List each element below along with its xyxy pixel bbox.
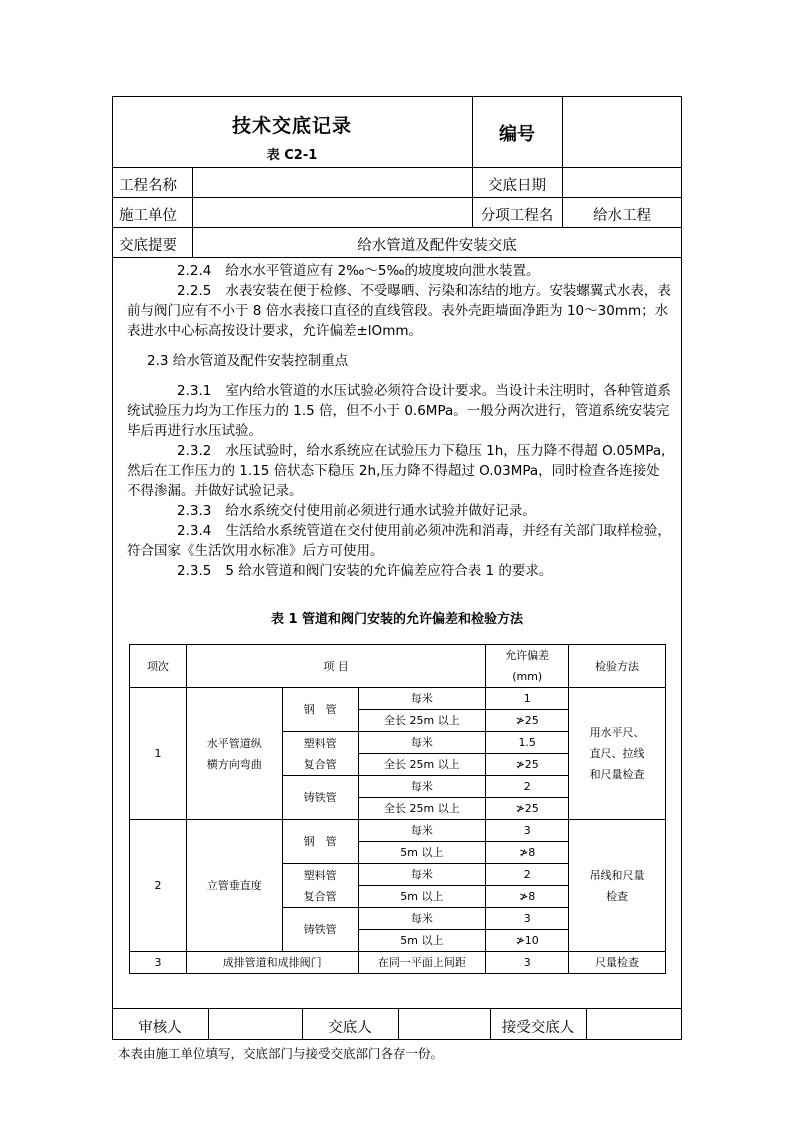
reviewer-label: 审核人 [138, 1020, 182, 1036]
paragraph-2-3-4 [127, 521, 671, 561]
number-label: 编号 [499, 124, 535, 145]
table-header-row [130, 645, 666, 688]
form-code: 表 C2-1 [266, 148, 318, 163]
cell-pipe-type: 铸铁管 [282, 776, 358, 820]
cell-pipe-type [282, 864, 358, 908]
table-row [130, 688, 666, 710]
cell-pipe-type [282, 732, 358, 776]
cell-condition: 在同一平面上间距 [358, 952, 486, 974]
cell-method [569, 688, 666, 820]
cell-condition: 5m 以上 [358, 886, 486, 908]
rule-row3-bottom [112, 257, 682, 258]
header-cell-no: 项次 [130, 645, 187, 688]
receiver-label: 接受交底人 [501, 1020, 575, 1036]
pipe-type-line: 塑料管 [303, 736, 337, 750]
cell-item: 成排管道和成排阀门 [186, 952, 358, 974]
cell-condition: 每米 [358, 688, 486, 710]
date-field[interactable] [563, 168, 681, 196]
header-tolerance-line1: 允许偏差 [505, 649, 550, 662]
cell-item [186, 688, 282, 820]
summary-label: 交底提要 [119, 238, 177, 254]
pipe-type-line: 复合管 [303, 757, 337, 771]
clause-number: 2.3.3 [177, 503, 212, 519]
clause-number: 2.3.1 [177, 383, 212, 399]
clause-text: 水压试验时，给水系统应在试验压力下稳压 1h，压力降不得超 O.05MPa,然后在工作压力的 1.15 倍状态下稳压 2h,压力降不得超过 O.03MPa，同时检查各连接处不得渗漏。并做好试验记录。 [127, 443, 666, 499]
summary-value: 给水管道及配件安装交底 [357, 238, 517, 254]
receiver-signature-field[interactable] [587, 1009, 681, 1039]
cell-tolerance: ≯8 [486, 886, 569, 908]
header-tolerance-line2: (mm) [512, 670, 543, 683]
method-line: 用水平尺、 [589, 726, 645, 739]
cell-tolerance: 1 [486, 688, 569, 710]
paragraph-2-3-3 [127, 501, 671, 521]
number-field[interactable] [563, 97, 681, 166]
cell-no: 3 [130, 952, 187, 974]
clause-number: 2.3.4 [177, 523, 212, 539]
rule-row2-bottom [112, 227, 682, 228]
cell-condition: 每米 [358, 864, 486, 886]
clause-text: 给水水平管道应有 2‰～5‰的坡度坡向泄水装置。 [225, 263, 540, 279]
clause-number: 2.3.5 [177, 563, 212, 579]
item-line: 水平管道纵 [206, 736, 262, 750]
item-line: 横方向弯曲 [206, 757, 262, 771]
clause-number: 2.3.2 [177, 443, 212, 459]
clause-text: 5 给水管道和阀门安装的允许偏差应符合表 1 的要求。 [225, 563, 553, 579]
clause-number: 2.2.4 [177, 263, 212, 279]
cell-tolerance: 3 [486, 908, 569, 930]
clause-text: 室内给水管道的水压试验必须符合设计要求。当设计未注明时，各种管道系统试验压力均为工作压力的 1.5 倍，但不小于 0.6MPa。一般分两次进行，管道系统安装完毕后再进行水压试验。 [127, 383, 671, 439]
cell-condition: 每米 [358, 820, 486, 842]
method-line: 吊线和尺量 [589, 868, 645, 882]
cell-condition: 5m 以上 [358, 842, 486, 864]
table-row [130, 820, 666, 842]
table-caption: 表 1 管道和阀门安装的允许偏差和检验方法 [270, 612, 524, 627]
cell-item: 立管垂直度 [186, 820, 282, 952]
presenter-signature-field[interactable] [399, 1009, 489, 1039]
method-line: 直尺、拉线 [589, 747, 645, 760]
cell-tolerance: ≯8 [486, 842, 569, 864]
cell-no: 1 [130, 688, 187, 820]
cell-tolerance: ≯25 [486, 754, 569, 776]
cell-pipe-type: 钢 管 [282, 688, 358, 732]
paragraph-2-3-2 [127, 441, 671, 501]
document-title: 技术交底记录 [231, 115, 352, 137]
header-cell-tolerance [486, 645, 569, 688]
cell-condition: 5m 以上 [358, 930, 486, 952]
section-heading: 2.3 给水管道及配件安装控制重点 [147, 353, 349, 369]
cell-tolerance: ≯25 [486, 710, 569, 732]
table-row [130, 952, 666, 974]
cell-pipe-type: 铸铁管 [282, 908, 358, 952]
construction-unit-label: 施工单位 [119, 208, 177, 224]
presenter-label: 交底人 [328, 1020, 372, 1036]
project-name-label: 工程名称 [119, 178, 177, 194]
construction-unit-field[interactable] [193, 198, 471, 226]
cell-tolerance: 2 [486, 864, 569, 886]
cell-tolerance: 1.5 [486, 732, 569, 754]
project-name-field[interactable] [193, 168, 471, 196]
cell-tolerance: 3 [486, 820, 569, 842]
cell-pipe-type: 钢 管 [282, 820, 358, 864]
date-label: 交底日期 [488, 178, 546, 194]
body-content [127, 261, 671, 581]
header-cell-method: 检验方法 [569, 645, 666, 688]
cell-tolerance: ≯10 [486, 930, 569, 952]
method-line: 和尺量检查 [589, 768, 645, 781]
cell-condition: 全长 25m 以上 [358, 754, 486, 776]
cell-condition: 全长 25m 以上 [358, 710, 486, 732]
reviewer-signature-field[interactable] [209, 1009, 301, 1039]
clause-text: 水表安装在便于检修、不受曝晒、污染和冻结的地方。安装螺翼式水表，表前与阀门应有不小于 8 倍水表接口直径的直线管段。表外壳距墙面净距为 10～30mm；水表进水中心标高按设计要求，允许偏差±lOmm。 [127, 283, 671, 339]
pipe-type-line: 复合管 [303, 889, 337, 903]
paragraph-2-2-5 [127, 281, 671, 341]
sub-project-label: 分项工程名 [480, 208, 554, 224]
cell-tolerance: 2 [486, 776, 569, 798]
paragraph-2-3-1 [127, 381, 671, 441]
cell-tolerance: ≯25 [486, 798, 569, 820]
cell-condition: 全长 25m 以上 [358, 798, 486, 820]
clause-number: 2.2.5 [177, 283, 212, 299]
cell-condition: 每米 [358, 776, 486, 798]
pipe-type-line: 塑料管 [303, 868, 337, 882]
method-line: 检查 [606, 889, 629, 903]
clause-text: 给水系统交付使用前必须进行通水试验并做好记录。 [225, 503, 536, 519]
sub-project-value: 给水工程 [593, 208, 651, 224]
paragraph-2-3-5 [127, 561, 671, 581]
cell-condition: 每米 [358, 908, 486, 930]
footnote: 本表由施工单位填写，交底部门与接受交底部门各存一份。 [118, 1046, 444, 1061]
cell-no: 2 [130, 820, 187, 952]
cell-method: 尺量检查 [569, 952, 666, 974]
tolerance-table [129, 644, 666, 974]
clause-text: 生活给水系统管道在交付使用前必须冲洗和消毒，并经有关部门取样检验，符合国家《生活饮用水标准》后方可使用。 [127, 523, 671, 559]
cell-condition: 每米 [358, 732, 486, 754]
header-cell-item: 项 目 [186, 645, 485, 688]
cell-tolerance: 3 [486, 952, 569, 974]
cell-method [569, 820, 666, 952]
paragraph-2-2-4 [127, 261, 671, 281]
